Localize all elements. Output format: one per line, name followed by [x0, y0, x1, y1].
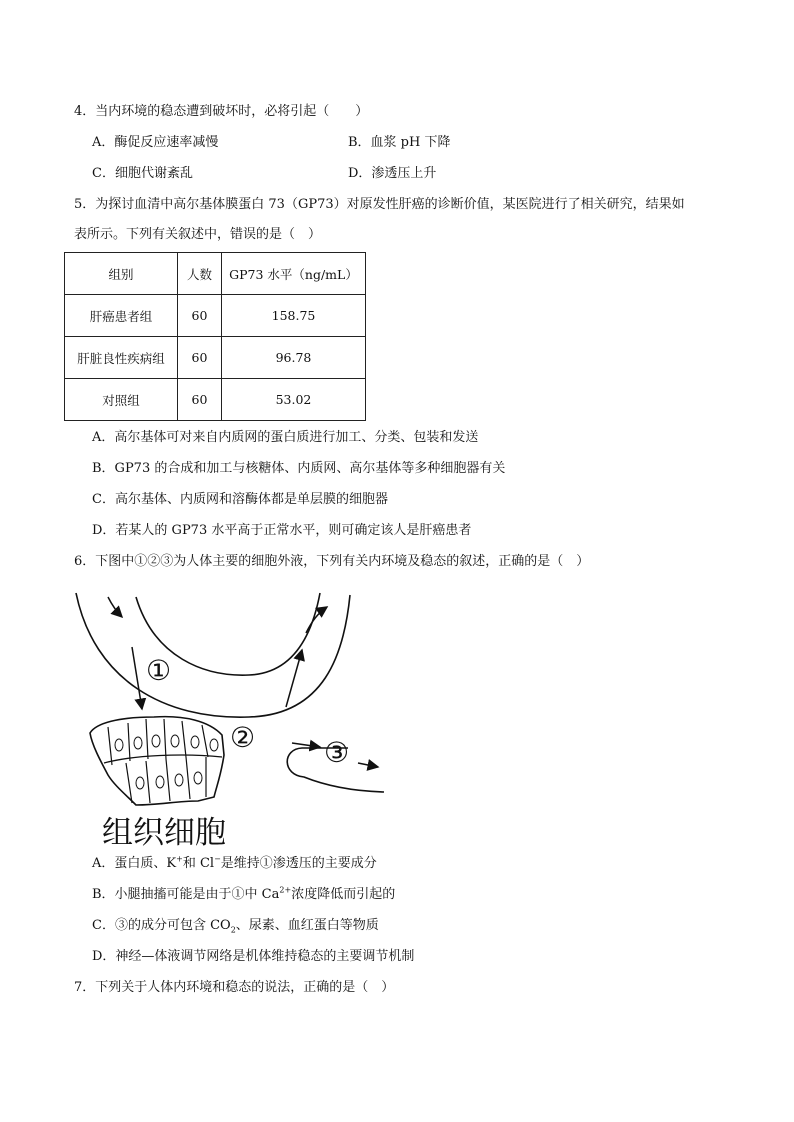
label-plasma: ①: [146, 654, 172, 687]
q5-option-a: A．高尔基体可对来自内质网的蛋白质进行加工、分类、包装和发送: [92, 430, 479, 445]
table-header-cell: 人数: [178, 253, 222, 295]
q5-stem-line2: 表所示。下列有关叙述中，错误的是（ ）: [74, 227, 322, 242]
q4-option-b: B．血浆 pH 下降: [348, 135, 451, 150]
lymph-flow-arrow: [358, 763, 378, 767]
q4-option-d: D．渗透压上升: [348, 166, 437, 181]
q6-option-b: B．小腿抽搐可能是由于①中 $Ca^{2+}$浓度降低而引起的: [92, 885, 396, 902]
table-header-row: [65, 253, 366, 295]
gp73-table: [64, 252, 366, 421]
q5-option-b: B．GP73 的合成和加工与核糖体、内质网、高尔基体等多种细胞器有关: [92, 461, 506, 476]
flow-in-arrow: [108, 597, 122, 617]
q6-option-a: A．蛋白质、K+和 Cl−是维持①渗透压的主要成分: [92, 854, 377, 871]
table-cell: 60: [178, 337, 222, 379]
q6-stem: 6．下图中①②③为人体主要的细胞外液，下列有关内环境及稳态的叙述，正确的是（ ）: [74, 554, 590, 569]
table-cell: 对照组: [65, 379, 178, 421]
q5-stem-line1: 5．为探讨血清中高尔基体膜蛋白 73（GP73）对原发性肝癌的诊断价值，某医院进行了相关研究，结果如: [74, 197, 685, 212]
tissue-fluid-to-plasma-arrow: [286, 650, 302, 707]
q4-option-a: A．酶促反应速率减慢: [92, 135, 219, 150]
table-header-cell: GP73 水平（ng/mL）: [222, 253, 366, 295]
q5-option-c: C．高尔基体、内质网和溶酶体都是单层膜的细胞器: [92, 492, 388, 507]
label-tissue-fluid: ②: [230, 721, 256, 754]
table-row: [65, 295, 366, 337]
tissue-cell-cluster: [90, 717, 224, 805]
table-header-cell: 组别: [65, 253, 178, 295]
tissue-fluid-to-lymph-arrow: [292, 743, 320, 747]
table-cell: 60: [178, 379, 222, 421]
table-cell: 60: [178, 295, 222, 337]
table-cell: 肝脏良性疾病组: [65, 337, 178, 379]
table-cell: 96.78: [222, 337, 366, 379]
table-row: [65, 337, 366, 379]
q5-option-d: D．若某人的 GP73 水平高于正常水平，则可确定该人是肝癌患者: [92, 523, 472, 538]
table-cell: 158.75: [222, 295, 366, 337]
extracellular-fluid-diagram: [74, 585, 404, 850]
q6-option-d: D．神经—体液调节网络是机体维持稳态的主要调节机制: [92, 949, 415, 964]
label-lymph: ③: [324, 736, 350, 769]
plasma-to-tissue-fluid-arrow: [132, 647, 142, 709]
table-row: [65, 379, 366, 421]
q4-option-c: C．细胞代谢紊乱: [92, 166, 193, 181]
q4-stem: 4．当内环境的稳态遭到破坏时，必将引起（ ）: [74, 104, 369, 119]
q6-option-c: C．③的成分可包含 $CO_2$、尿素、血红蛋白等物质: [92, 918, 379, 935]
table-cell: 肝癌患者组: [65, 295, 178, 337]
table-cell: 53.02: [222, 379, 366, 421]
tissue-cell-label: 组织细胞: [102, 815, 226, 850]
q7-stem: 7．下列关于人体内环境和稳态的说法，正确的是（ ）: [74, 980, 395, 995]
